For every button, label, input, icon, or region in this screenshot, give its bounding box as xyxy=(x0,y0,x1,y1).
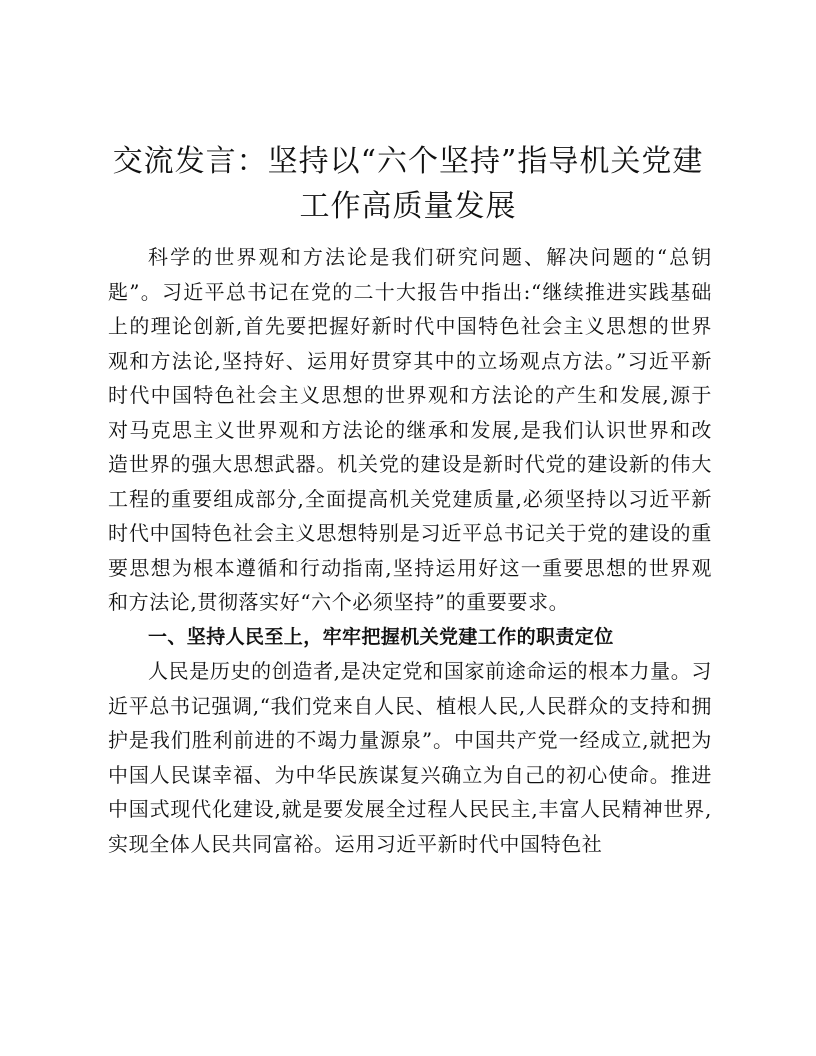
document-title-line-1: 交流发言：坚持以“六个坚持”指导机关党建 xyxy=(112,144,704,179)
document-title-line-2: 工作高质量发展 xyxy=(299,189,517,224)
body-paragraph-section-1: 人民是历史的创造者,是决定党和国家前途命运的根本力量。习近平总书记强调,“我们党来自人民、植根人民,人民群众的支持和拥护是我们胜利前进的不竭力量源泉”。中国共产党一经成立,就把为中国人民谋幸福、为中华民族谋复兴确立为自己的初心使命。推进中国式现代化建设,就是要发展全过程人民民主,丰富人民精神世界,实现全体人民共同富裕。运用习近平新时代中国特色社 xyxy=(108,659,712,856)
document-body xyxy=(108,240,712,861)
body-paragraph-intro: 科学的世界观和方法论是我们研究问题、解决问题的“总钥匙”。习近平总书记在党的二十大报告中指出:“继续推进实践基础上的理论创新,首先要把握好新时代中国特色社会主义思想的世界观和方法论,坚持好、运用好贯穿其中的立场观点方法。”习近平新时代中国特色社会主义思想的世界观和方法论的产生和发展,源于对马克思主义世界观和方法论的继承和发展,是我们认识世界和改造世界的强大思想武器。机关党的建设是新时代党的建设新的伟大工程的重要组成部分,全面提高机关党建质量,必须坚持以习近平新时代中国特色社会主义思想特别是习近平总书记关于党的建设的重要思想为根本遵循和行动指南,坚持运用好这一重要思想的世界观和方法论,贯彻落实好“六个必须坚持”的重要要求。 xyxy=(108,245,712,614)
document-title xyxy=(104,139,712,229)
section-heading-1: 一、坚持人民至上，牢牢把握机关党建工作的职责定位 xyxy=(148,625,614,648)
